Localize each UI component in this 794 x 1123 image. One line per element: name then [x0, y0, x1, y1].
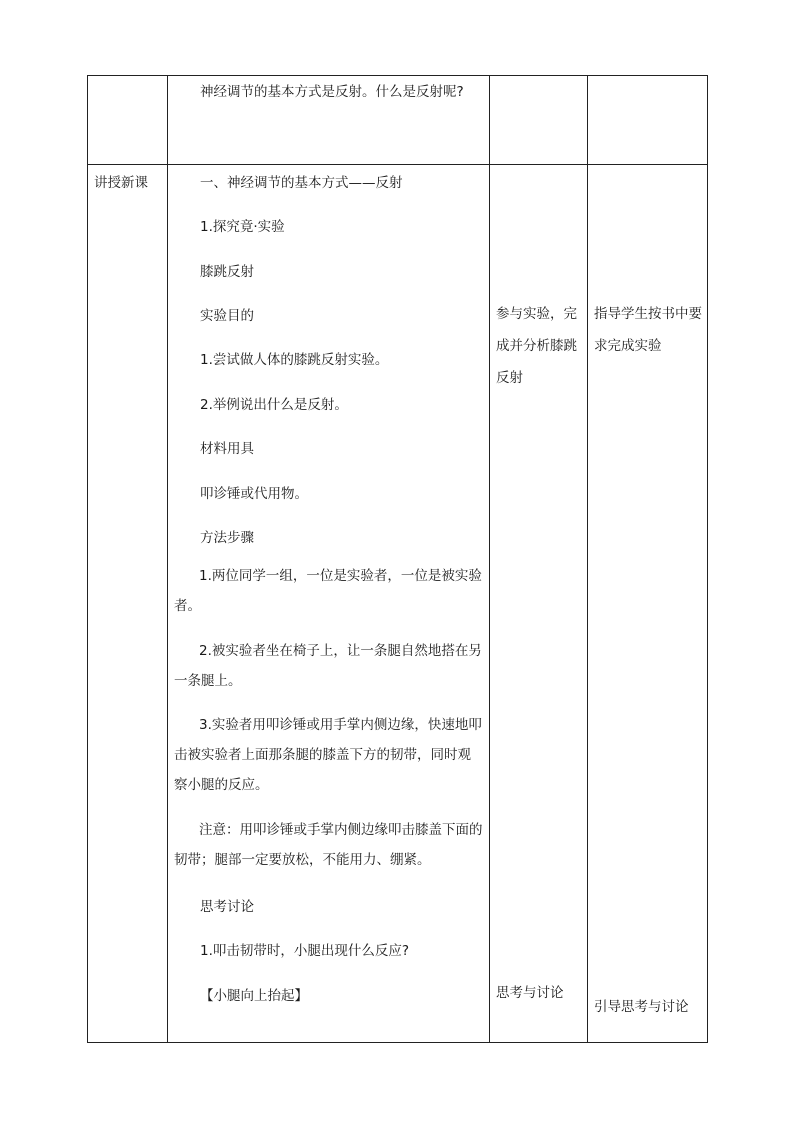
objective-item-1: 1.尝试做人体的膝跳反射实验。	[200, 352, 389, 368]
experiment-heading: 1.探究竟·实验	[200, 219, 285, 235]
teacher-activity-discussion: 引导思考与讨论	[594, 999, 689, 1015]
materials-heading: 材料用具	[200, 441, 254, 457]
discussion-question-1: 1.叩击韧带时，小腿出现什么反应?	[200, 943, 410, 959]
stage-label: 讲授新课	[94, 175, 148, 191]
content-cell	[168, 165, 490, 1043]
main-row	[88, 165, 708, 1043]
lesson-plan-table	[87, 75, 708, 1043]
objective-item-2: 2.举例说出什么是反射。	[200, 397, 348, 413]
step-3: 3.实验者用叩诊锤或用手掌内侧边缘，快速地叩击被实验者上面那条腿的膝盖下方的韧带，同时观察小腿的反应。	[174, 717, 482, 793]
experiment-name: 膝跳反射	[200, 264, 254, 280]
teacher-activity-cell	[588, 76, 708, 165]
note-paragraph: 注意：用叩诊锤或手掌内侧边缘叩击膝盖下面的韧带；腿部一定要放松，不能用力、绷紧。	[174, 822, 483, 868]
content-cell	[168, 76, 490, 165]
student-activity-discussion: 思考与讨论	[496, 985, 564, 1001]
student-activity-experiment: 参与实验，完成并分析膝跳反射	[496, 306, 577, 386]
intro-text: 神经调节的基本方式是反射。什么是反射呢?	[200, 84, 464, 100]
method-heading: 方法步骤	[200, 530, 254, 546]
materials-text: 叩诊锤或代用物。	[200, 486, 308, 502]
teacher-activity-cell	[588, 165, 708, 1043]
discussion-answer-1: 【小腿向上抬起】	[200, 988, 308, 1004]
discussion-heading: 思考讨论	[200, 899, 254, 915]
teacher-activity-experiment: 指导学生按书中要求完成实验	[594, 306, 702, 354]
student-activity-cell	[490, 165, 588, 1043]
section-heading: 一、神经调节的基本方式——反射	[200, 175, 403, 191]
stage-cell	[88, 165, 168, 1043]
objective-heading: 实验目的	[200, 308, 254, 324]
step-2: 2.被实验者坐在椅子上，让一条腿自然地搭在另一条腿上。	[174, 643, 482, 689]
intro-row	[88, 76, 708, 165]
stage-cell	[88, 76, 168, 165]
student-activity-cell	[490, 76, 588, 165]
step-1: 1.两位同学一组，一位是实验者，一位是被实验者。	[174, 568, 482, 614]
